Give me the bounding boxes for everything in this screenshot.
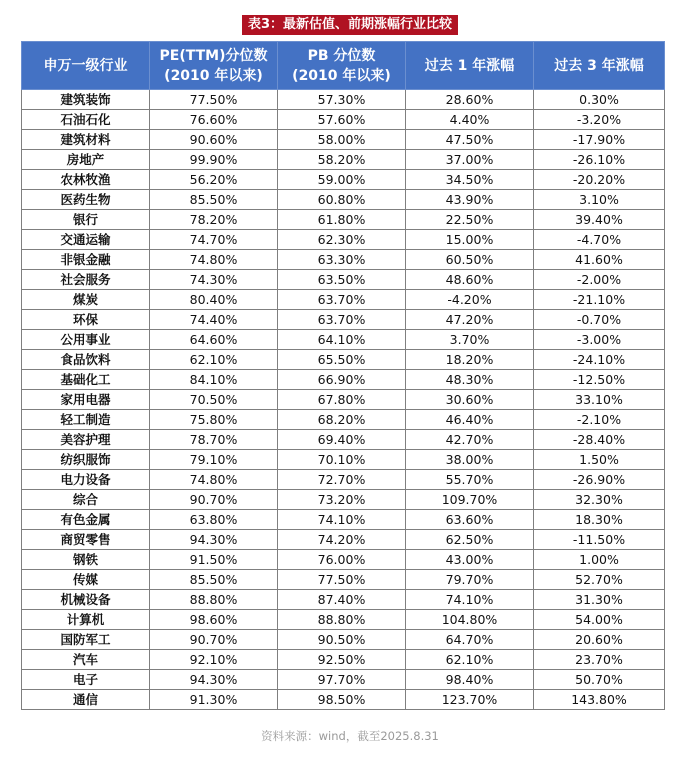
- return-3y-cell: 31.30%: [534, 590, 665, 610]
- table-row: [22, 650, 665, 670]
- industry-name-cell: 通信: [22, 690, 150, 710]
- pb-percentile-cell: 69.40%: [278, 430, 406, 450]
- industry-name-cell: 电力设备: [22, 470, 150, 490]
- industry-name-cell: 传媒: [22, 570, 150, 590]
- column-header-line: 过去 1 年涨幅: [424, 57, 515, 74]
- return-1y-cell: 64.70%: [406, 630, 534, 650]
- return-3y-cell: 52.70%: [534, 570, 665, 590]
- return-1y-cell: 38.00%: [406, 450, 534, 470]
- pb-percentile-cell: 98.50%: [278, 690, 406, 710]
- column-header-line: 申万一级行业: [43, 57, 128, 74]
- industry-name-cell: 交通运输: [22, 230, 150, 250]
- pb-percentile-cell: 63.70%: [278, 290, 406, 310]
- title-container: [0, 13, 700, 35]
- pb-percentile-cell: 92.50%: [278, 650, 406, 670]
- return-1y-cell: 15.00%: [406, 230, 534, 250]
- return-1y-cell: 60.50%: [406, 250, 534, 270]
- pe-percentile-cell: 74.30%: [150, 270, 278, 290]
- pe-percentile-cell: 74.80%: [150, 250, 278, 270]
- pb-percentile-cell: 58.00%: [278, 130, 406, 150]
- industry-name-cell: 建筑装饰: [22, 90, 150, 110]
- pe-percentile-cell: 91.30%: [150, 690, 278, 710]
- pb-percentile-cell: 61.80%: [278, 210, 406, 230]
- return-3y-cell: -3.00%: [534, 330, 665, 350]
- return-3y-cell: 143.80%: [534, 690, 665, 710]
- pe-percentile-cell: 79.10%: [150, 450, 278, 470]
- table-row: [22, 230, 665, 250]
- table-row: [22, 450, 665, 470]
- return-3y-cell: 23.70%: [534, 650, 665, 670]
- return-3y-cell: 50.70%: [534, 670, 665, 690]
- industry-name-cell: 医药生物: [22, 190, 150, 210]
- table-header-row: [22, 42, 665, 90]
- return-3y-cell: 54.00%: [534, 610, 665, 630]
- pe-percentile-cell: 80.40%: [150, 290, 278, 310]
- return-3y-cell: 18.30%: [534, 510, 665, 530]
- table-row: [22, 490, 665, 510]
- column-header-industry: [22, 42, 150, 90]
- pb-percentile-cell: 65.50%: [278, 350, 406, 370]
- table-row: [22, 510, 665, 530]
- industry-name-cell: 电子: [22, 670, 150, 690]
- pb-percentile-cell: 74.10%: [278, 510, 406, 530]
- column-header-pe-percentile: [150, 42, 278, 90]
- pe-percentile-cell: 90.70%: [150, 490, 278, 510]
- table-row: [22, 410, 665, 430]
- pb-percentile-cell: 87.40%: [278, 590, 406, 610]
- column-header-subline: (2010 年以来): [292, 67, 391, 84]
- pb-percentile-cell: 62.30%: [278, 230, 406, 250]
- table-row: [22, 390, 665, 410]
- return-3y-cell: 20.60%: [534, 630, 665, 650]
- pb-percentile-cell: 97.70%: [278, 670, 406, 690]
- industry-name-cell: 非银金融: [22, 250, 150, 270]
- return-1y-cell: 30.60%: [406, 390, 534, 410]
- return-3y-cell: 1.00%: [534, 550, 665, 570]
- column-header-subline: (2010 年以来): [164, 67, 263, 84]
- return-1y-cell: 123.70%: [406, 690, 534, 710]
- column-header-line: PB 分位数: [307, 47, 376, 64]
- return-1y-cell: 28.60%: [406, 90, 534, 110]
- pe-percentile-cell: 88.80%: [150, 590, 278, 610]
- pb-percentile-cell: 64.10%: [278, 330, 406, 350]
- table-row: [22, 610, 665, 630]
- table-row: [22, 430, 665, 450]
- return-3y-cell: -2.00%: [534, 270, 665, 290]
- return-1y-cell: 47.20%: [406, 310, 534, 330]
- pe-percentile-cell: 78.70%: [150, 430, 278, 450]
- table-row: [22, 150, 665, 170]
- pb-percentile-cell: 66.90%: [278, 370, 406, 390]
- pe-percentile-cell: 74.40%: [150, 310, 278, 330]
- return-1y-cell: 3.70%: [406, 330, 534, 350]
- table-row: [22, 110, 665, 130]
- data-source-note: 资料来源：wind，截至2025.8.31: [261, 729, 439, 743]
- table-row: [22, 330, 665, 350]
- return-3y-cell: -26.10%: [534, 150, 665, 170]
- pb-percentile-cell: 73.20%: [278, 490, 406, 510]
- pe-percentile-cell: 94.30%: [150, 530, 278, 550]
- return-3y-cell: -17.90%: [534, 130, 665, 150]
- return-3y-cell: 32.30%: [534, 490, 665, 510]
- table-row: [22, 290, 665, 310]
- pe-percentile-cell: 56.20%: [150, 170, 278, 190]
- return-1y-cell: -4.20%: [406, 290, 534, 310]
- return-1y-cell: 46.40%: [406, 410, 534, 430]
- return-3y-cell: -4.70%: [534, 230, 665, 250]
- pb-percentile-cell: 63.50%: [278, 270, 406, 290]
- industry-name-cell: 汽车: [22, 650, 150, 670]
- industry-name-cell: 公用事业: [22, 330, 150, 350]
- industry-name-cell: 纺织服饰: [22, 450, 150, 470]
- return-1y-cell: 4.40%: [406, 110, 534, 130]
- table-title: 表3：最新估值、前期涨幅行业比较: [242, 15, 458, 35]
- industry-name-cell: 有色金属: [22, 510, 150, 530]
- return-1y-cell: 18.20%: [406, 350, 534, 370]
- return-3y-cell: 0.30%: [534, 90, 665, 110]
- pb-percentile-cell: 90.50%: [278, 630, 406, 650]
- table-row: [22, 210, 665, 230]
- industry-name-cell: 美容护理: [22, 430, 150, 450]
- table-row: [22, 470, 665, 490]
- industry-name-cell: 计算机: [22, 610, 150, 630]
- table-row: [22, 190, 665, 210]
- column-header-1y-return: [406, 42, 534, 90]
- industry-name-cell: 家用电器: [22, 390, 150, 410]
- return-1y-cell: 98.40%: [406, 670, 534, 690]
- return-3y-cell: -28.40%: [534, 430, 665, 450]
- pe-percentile-cell: 74.80%: [150, 470, 278, 490]
- return-3y-cell: -0.70%: [534, 310, 665, 330]
- table-row: [22, 530, 665, 550]
- return-1y-cell: 43.00%: [406, 550, 534, 570]
- pb-percentile-cell: 67.80%: [278, 390, 406, 410]
- pb-percentile-cell: 76.00%: [278, 550, 406, 570]
- industry-name-cell: 社会服务: [22, 270, 150, 290]
- return-3y-cell: -11.50%: [534, 530, 665, 550]
- table-row: [22, 170, 665, 190]
- pe-percentile-cell: 98.60%: [150, 610, 278, 630]
- pb-percentile-cell: 59.00%: [278, 170, 406, 190]
- pb-percentile-cell: 57.30%: [278, 90, 406, 110]
- pe-percentile-cell: 92.10%: [150, 650, 278, 670]
- pb-percentile-cell: 77.50%: [278, 570, 406, 590]
- return-1y-cell: 62.50%: [406, 530, 534, 550]
- industry-name-cell: 轻工制造: [22, 410, 150, 430]
- pe-percentile-cell: 91.50%: [150, 550, 278, 570]
- pe-percentile-cell: 76.60%: [150, 110, 278, 130]
- industry-name-cell: 石油石化: [22, 110, 150, 130]
- pe-percentile-cell: 90.70%: [150, 630, 278, 650]
- pb-percentile-cell: 88.80%: [278, 610, 406, 630]
- return-3y-cell: -2.10%: [534, 410, 665, 430]
- pb-percentile-cell: 57.60%: [278, 110, 406, 130]
- industry-name-cell: 煤炭: [22, 290, 150, 310]
- return-1y-cell: 62.10%: [406, 650, 534, 670]
- pe-percentile-cell: 64.60%: [150, 330, 278, 350]
- return-1y-cell: 42.70%: [406, 430, 534, 450]
- pe-percentile-cell: 74.70%: [150, 230, 278, 250]
- pe-percentile-cell: 90.60%: [150, 130, 278, 150]
- pe-percentile-cell: 77.50%: [150, 90, 278, 110]
- pb-percentile-cell: 63.30%: [278, 250, 406, 270]
- return-3y-cell: 39.40%: [534, 210, 665, 230]
- pb-percentile-cell: 70.10%: [278, 450, 406, 470]
- return-3y-cell: 3.10%: [534, 190, 665, 210]
- return-1y-cell: 34.50%: [406, 170, 534, 190]
- return-3y-cell: -3.20%: [534, 110, 665, 130]
- industry-name-cell: 食品饮料: [22, 350, 150, 370]
- industry-name-cell: 建筑材料: [22, 130, 150, 150]
- industry-comparison-table: [21, 41, 665, 710]
- pb-percentile-cell: 74.20%: [278, 530, 406, 550]
- return-3y-cell: -26.90%: [534, 470, 665, 490]
- return-1y-cell: 37.00%: [406, 150, 534, 170]
- pe-percentile-cell: 75.80%: [150, 410, 278, 430]
- table-row: [22, 690, 665, 710]
- table-row: [22, 310, 665, 330]
- industry-name-cell: 银行: [22, 210, 150, 230]
- return-1y-cell: 48.60%: [406, 270, 534, 290]
- pb-percentile-cell: 58.20%: [278, 150, 406, 170]
- industry-name-cell: 机械设备: [22, 590, 150, 610]
- return-1y-cell: 104.80%: [406, 610, 534, 630]
- return-3y-cell: -24.10%: [534, 350, 665, 370]
- industry-name-cell: 综合: [22, 490, 150, 510]
- table-row: [22, 130, 665, 150]
- return-3y-cell: -21.10%: [534, 290, 665, 310]
- column-header-line: PE(TTM)分位数: [159, 47, 268, 64]
- column-header-pb-percentile: [278, 42, 406, 90]
- return-1y-cell: 109.70%: [406, 490, 534, 510]
- pe-percentile-cell: 84.10%: [150, 370, 278, 390]
- return-3y-cell: 33.10%: [534, 390, 665, 410]
- industry-name-cell: 商贸零售: [22, 530, 150, 550]
- pe-percentile-cell: 78.20%: [150, 210, 278, 230]
- pe-percentile-cell: 85.50%: [150, 190, 278, 210]
- table-row: [22, 630, 665, 650]
- pb-percentile-cell: 63.70%: [278, 310, 406, 330]
- return-1y-cell: 47.50%: [406, 130, 534, 150]
- return-1y-cell: 48.30%: [406, 370, 534, 390]
- return-3y-cell: -12.50%: [534, 370, 665, 390]
- pe-percentile-cell: 85.50%: [150, 570, 278, 590]
- pb-percentile-cell: 72.70%: [278, 470, 406, 490]
- return-1y-cell: 79.70%: [406, 570, 534, 590]
- column-header-line: 过去 3 年涨幅: [554, 57, 644, 74]
- return-1y-cell: 43.90%: [406, 190, 534, 210]
- table-row: [22, 350, 665, 370]
- pb-percentile-cell: 68.20%: [278, 410, 406, 430]
- pe-percentile-cell: 70.50%: [150, 390, 278, 410]
- table-body: [22, 90, 665, 710]
- industry-name-cell: 钢铁: [22, 550, 150, 570]
- industry-name-cell: 农林牧渔: [22, 170, 150, 190]
- pb-percentile-cell: 60.80%: [278, 190, 406, 210]
- table-row: [22, 250, 665, 270]
- return-3y-cell: 41.60%: [534, 250, 665, 270]
- table-row: [22, 670, 665, 690]
- pe-percentile-cell: 62.10%: [150, 350, 278, 370]
- industry-name-cell: 国防军工: [22, 630, 150, 650]
- table-row: [22, 270, 665, 290]
- table-row: [22, 570, 665, 590]
- table-row: [22, 590, 665, 610]
- return-1y-cell: 55.70%: [406, 470, 534, 490]
- table-row: [22, 90, 665, 110]
- pe-percentile-cell: 99.90%: [150, 150, 278, 170]
- pe-percentile-cell: 94.30%: [150, 670, 278, 690]
- industry-name-cell: 房地产: [22, 150, 150, 170]
- return-1y-cell: 74.10%: [406, 590, 534, 610]
- table-row: [22, 370, 665, 390]
- return-1y-cell: 22.50%: [406, 210, 534, 230]
- industry-name-cell: 基础化工: [22, 370, 150, 390]
- industry-name-cell: 环保: [22, 310, 150, 330]
- return-1y-cell: 63.60%: [406, 510, 534, 530]
- table-row: [22, 550, 665, 570]
- pe-percentile-cell: 63.80%: [150, 510, 278, 530]
- return-3y-cell: -20.20%: [534, 170, 665, 190]
- return-3y-cell: 1.50%: [534, 450, 665, 470]
- column-header-3y-return: [534, 42, 665, 90]
